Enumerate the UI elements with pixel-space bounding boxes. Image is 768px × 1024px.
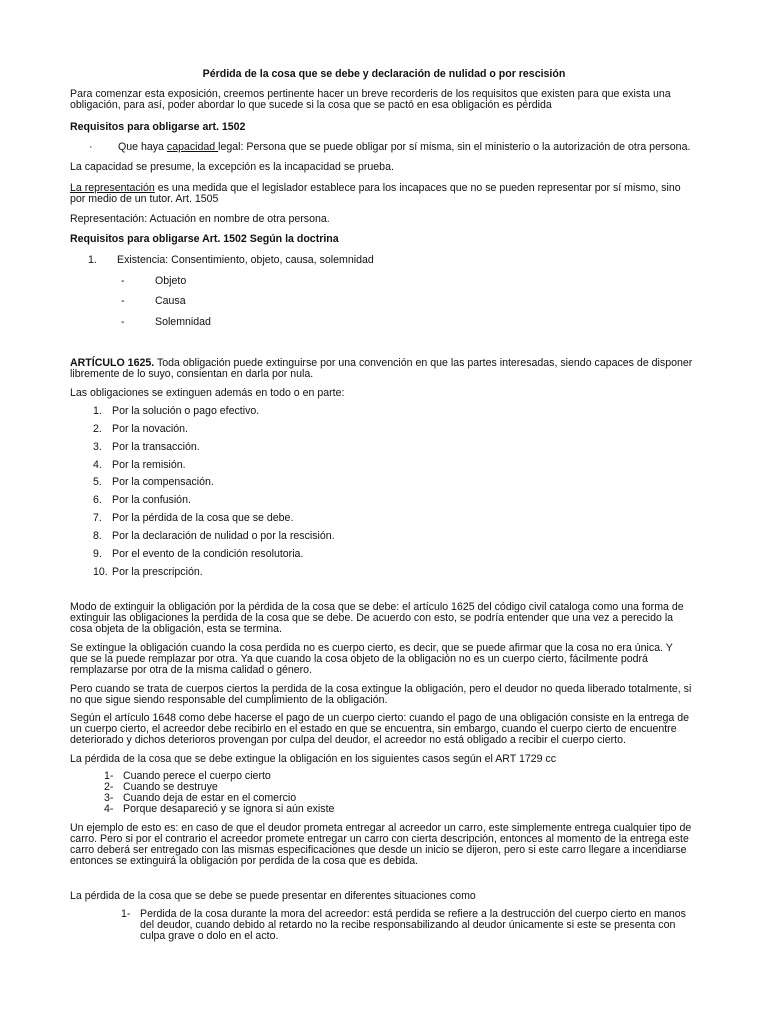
list-item-marker: 4. [93,459,102,471]
situation-line: culpa grave o dolo en el acto. [140,930,279,942]
capacity-bullet [118,142,690,154]
article-label: ARTÍCULO 1625. [70,357,155,369]
existence-item: Existencia: Consentimiento, objeto, causa, solemnidad [117,254,374,266]
case-item: Cuando se destruye [123,781,218,793]
situation-marker: 1- [121,908,131,920]
bullet-marker: · [89,141,93,153]
list-item: Por la confusión. [112,494,191,506]
requirements-heading: Requisitos para obligarse art. 1502 [70,121,246,133]
para-pero-line: Pero cuando se trata de cuerpos ciertos la perdida de la cosa extingue la obligación, pero el deudor no queda liberado totalmente, si [70,683,692,695]
list-item-marker: 10. [93,566,108,578]
list-item-marker: 8. [93,530,102,542]
representation-definition: Representación: Actuación en nombre de otra persona. [70,213,330,225]
document-title: Pérdida de la cosa que se debe y declaración de nulidad o por rescisión [202,68,566,80]
list-item: Por la remisión. [112,459,186,471]
para-cuerpo-line: Se extingue la obligación cuando la cosa perdida no es cuerpo cierto, es decir, que se puede afirmar que la cosa no era única. Y [70,642,673,654]
list-item-marker: 3. [93,441,102,453]
list-item-marker: 6. [93,494,102,506]
sub-item-causa: Causa [155,295,186,307]
para-1648-line: deteriorado y dichos deterioros provengan por culpa del deudor, el acreedor no está obligado a recibir el cuerpo cierto. [70,734,626,746]
intro-line-1: Para comenzar esta exposición, creemos pertinente hacer un breve recorderis de los requisitos que existen para que exista una [70,88,671,100]
capacity-pre: Que haya [118,141,167,153]
para-modo-line: extinguir las obligaciones la perdida de la cosa que se debe. De acuerdo con esto, se podría entender que una vez a perecido la [70,612,674,624]
para-cuerpo-line: remplazarse por otra de la misma calidad o género. [70,664,313,676]
para-modo-line: cosa objeta de la obligación, esta se termina. [70,623,283,635]
representation-term: La representación [70,182,155,194]
case-item: Porque desapareció y se ignora si aún existe [123,803,335,815]
existence-marker: 1. [88,254,97,266]
list-item: Por la compensación. [112,476,214,488]
para-cuerpo-line: que se la puede remplazar por otra. Ya que cuando la cosa objeto de la obligación no es un cuerpo cierto, fácilmente podrá [70,653,648,665]
article-1625-line-2: libremente de lo suyo, consientan en darla por nula. [70,368,314,380]
extinction-intro: Las obligaciones se extinguen además en todo o en parte: [70,387,345,399]
case-marker: 1- [104,770,114,782]
doctrine-heading: Requisitos para obligarse Art. 1502 Según la doctrina [70,233,339,245]
para-ejemplo-line: Un ejemplo de esto es: en caso de que el deudor prometa entregar al acreedor un carro, este simplemente entrega cualquier tipo de [70,822,692,834]
representation-line-2: por medio de un tutor. Art. 1505 [70,193,219,205]
capacity-post: legal: Persona que se puede obligar por sí misma, sin el ministerio o la autorización de otra persona. [218,141,691,153]
para-1648-line: Según el artículo 1648 como debe hacerse el pago de un cuerpo cierto: cuando el pago de una obligación consiste en la entrega de [70,712,689,724]
sub-item-objeto: Objeto [155,275,187,287]
sub-item-solemnidad: Solemnidad [155,316,211,328]
capacity-term: capacidad [166,141,219,153]
situation-line: Perdida de la cosa durante la mora del acreedor: está perdida se refiere a la destrucción del cuerpo cierto en manos [140,908,686,920]
para-1729: La pérdida de la cosa que se debe extingue la obligación en los siguientes casos según el ART 1729 cc [70,753,557,765]
case-item: Cuando deja de estar en el comercio [123,792,297,804]
list-item: Por la prescripción. [112,566,203,578]
list-item: Por la transacción. [112,441,200,453]
list-item-marker: 1. [93,405,102,417]
list-item: Por la solución o pago efectivo. [112,405,260,417]
case-item: Cuando perece el cuerpo cierto [123,770,271,782]
para-ejemplo-line: entonces se extinguirá la obligación por perdida de la cosa que es debida. [70,855,419,867]
list-item: Por la declaración de nulidad o por la rescisión. [112,530,335,542]
list-item: Por la novación. [112,423,188,435]
sub-item-marker: - [121,316,125,328]
para-modo-line: Modo de extinguir la obligación por la pérdida de la cosa que se debe: el artículo 1625 del código civil cataloga como una forma de [70,601,684,613]
list-item-marker: 7. [93,512,102,524]
para-1648-line: un cuerpo cierto, el acreedor debe recibirlo en el estado en que se encuentra, sin embargo, cuando el cuerpo cierto de encuentre [70,723,677,735]
sub-item-marker: - [121,295,125,307]
list-item: Por el evento de la condición resolutoria. [112,548,304,560]
list-item-marker: 2. [93,423,102,435]
case-marker: 2- [104,781,114,793]
case-marker: 4- [104,803,114,815]
para-situaciones: La pérdida de la cosa que se debe se puede presentar en diferentes situaciones como [70,890,476,902]
capacity-text: La capacidad se presume, la excepción es la incapacidad se prueba. [70,161,394,173]
article-text: Toda obligación puede extinguirse por una convención en que las partes interesadas, siendo capaces de disponer [154,357,693,369]
para-ejemplo-line: carro. Pero si por el contrario el acreedor promete entregar un carro con cierta descripción, entonces al momento de la entrega este [70,833,689,845]
sub-item-marker: - [121,275,125,287]
list-item: Por la pérdida de la cosa que se debe. [112,512,294,524]
para-pero-line: no que sigue siendo responsable del cumplimiento de la obligación. [70,694,388,706]
intro-line-2: obligación, para así, poder abordar lo que sucede si la cosa que se pactó en esa obligación es pérdida [70,99,552,111]
para-ejemplo-line: carro deberá ser entregado con las mismas especificaciones que desde un inicio se dijeron, pero si este carro llegare a incendiarse [70,844,687,856]
list-item-marker: 9. [93,548,102,560]
situation-line: del deudor, cuando debido al retardo no la recibe responsabilizando al deudor únicamente si este se presenta con [140,919,676,931]
representation-rest: es una medida que el legislador establece para los incapaces que no se pueden representar por sí mismo, sino [154,182,681,194]
list-item-marker: 5. [93,476,102,488]
case-marker: 3- [104,792,114,804]
